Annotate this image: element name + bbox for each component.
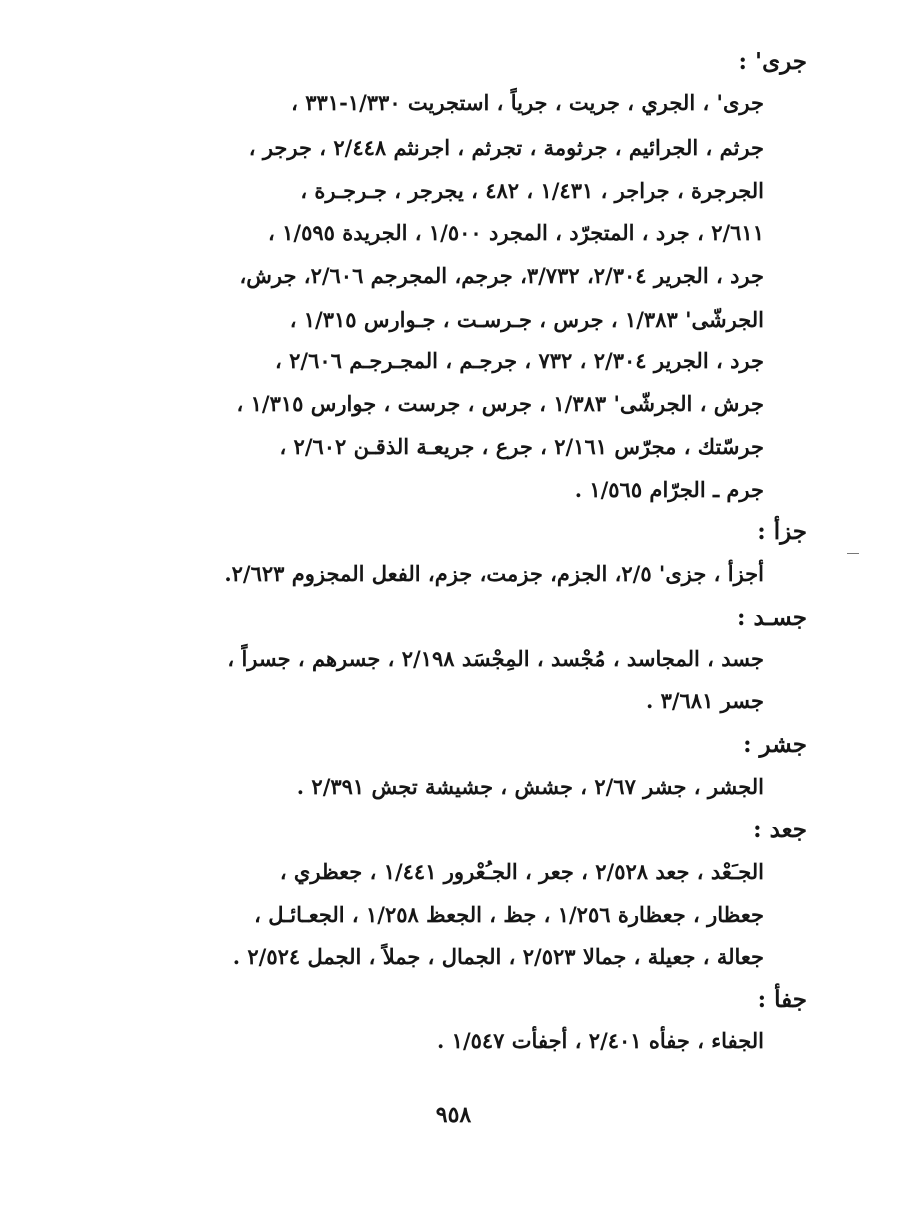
entry-line: جرثم ، الجرائيم ، جرثومة ، تجرثم ، اجرنثم ٢/٤٤٨ ، جرجر ، bbox=[248, 135, 764, 160]
entry-line: جرد ، الجرير ٢/٣٠٤، ٣/٧٣٢، جرجم، المجرجم ٢/٦٠٦، جرش، bbox=[239, 263, 764, 288]
entry-heading: جفأ : bbox=[757, 986, 807, 1013]
entry-line: جرى' ، الجري ، جريت ، جرياً ، استجريت ١/٣٣٠-٣٣١ ، bbox=[291, 90, 764, 115]
entry-line: جرم ـ الجرّام ١/٥٦٥ . bbox=[574, 477, 764, 502]
entry-line: ٢/٦١١ ، جرد ، المتجرّد ، المجرد ١/٥٠٠ ، الجريدة ١/٥٩٥ ، bbox=[268, 220, 764, 245]
entry-line: جرسّتك ، مجرّس ٢/١٦١ ، جرع ، جريعـة الذقـن ٢/٦٠٢ ، bbox=[279, 434, 764, 459]
page-number: ٩٥٨ bbox=[435, 1102, 472, 1128]
entry-line: جعالة ، جعيلة ، جمالا ٢/٥٢٣ ، الجمال ، جملاً ، الجمل ٢/٥٢٤ . bbox=[232, 944, 764, 969]
entry-line: أجزأ ، جزى' ٢/٥، الجزم، جزمت، جزم، الفعل المجزوم ٢/٦٢٣. bbox=[224, 561, 764, 586]
entry-heading: جعد : bbox=[753, 816, 807, 843]
entry-line: جرد ، الجرير ٢/٣٠٤ ، ٧٣٢ ، جرجـم ، المجـرجـم ٢/٦٠٦ ، bbox=[275, 348, 764, 373]
entry-heading: جرى' : bbox=[738, 48, 807, 75]
entry-heading: جزأ : bbox=[757, 518, 807, 545]
entry-heading: جشر : bbox=[743, 731, 807, 758]
entry-heading: جسـد : bbox=[736, 604, 807, 631]
entry-line: الجـَعْد ، جعد ٢/٥٢٨ ، جعر ، الجـُعْرور ١/٤٤١ ، جعظري ، bbox=[279, 859, 764, 884]
entry-line: جسد ، المجاسد ، مُجْسد ، المِجْسَد ٢/١٩٨ ، جسرهم ، جسراً ، bbox=[227, 646, 764, 671]
entry-line: الجرشّى' ١/٣٨٣ ، جرس ، جـرسـت ، جـوارس ١/٣١٥ ، bbox=[289, 307, 764, 332]
entry-line: جعظار ، جعظارة ١/٢٥٦ ، جظ ، الجعظ ١/٢٥٨ ، الجعـائـل ، bbox=[254, 902, 764, 927]
margin-mark bbox=[847, 553, 859, 554]
entry-line: الجفاء ، جفأه ٢/٤٠١ ، أجفأت ١/٥٤٧ . bbox=[437, 1028, 764, 1053]
entry-line: جرش ، الجرشّى' ١/٣٨٣ ، جرس ، جرست ، جوارس ١/٣١٥ ، bbox=[236, 391, 764, 416]
entry-line: الجرجرة ، جراجر ، ١/٤٣١ ، ٤٨٢ ، يجرجر ، جـرجـرة ، bbox=[300, 178, 764, 203]
entry-line: جسر ٣/٦٨١ . bbox=[645, 688, 764, 713]
entry-line: الجشر ، جشر ٢/٦٧ ، جشش ، جشيشة تجش ٢/٣٩١ . bbox=[296, 774, 764, 799]
